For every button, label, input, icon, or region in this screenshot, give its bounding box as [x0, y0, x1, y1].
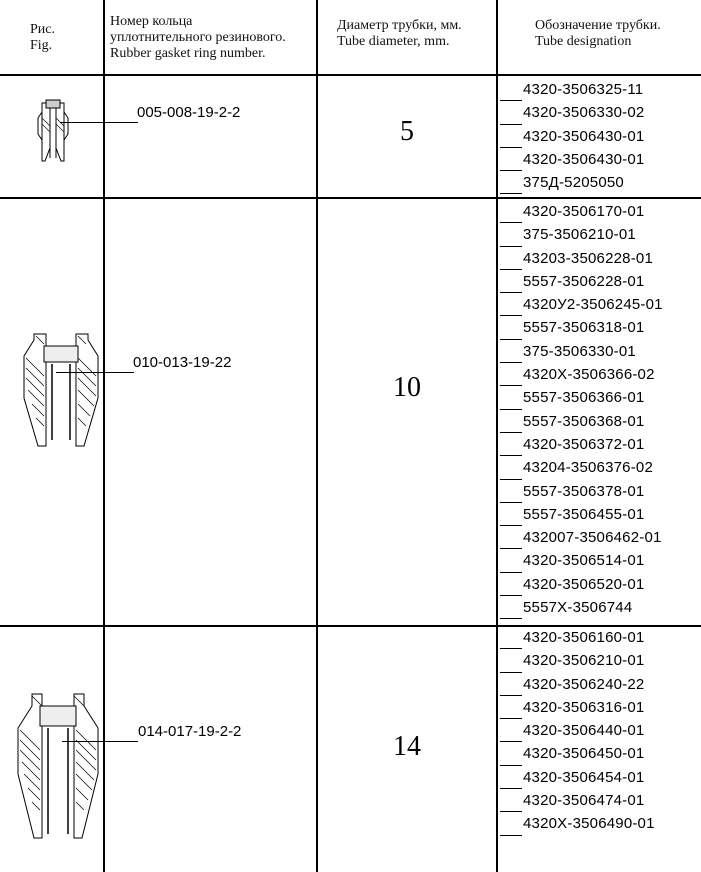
row-divider-2 — [0, 625, 701, 627]
tube-diameter-3: 14 — [393, 731, 421, 762]
fittings-table: Рис. Fig. Номер кольца уплотнительного резинового. Rubber gasket ring number. Диаметр трубки, мм. Tube diameter, mm. Обозначение трубки. Tube designation 005-008-19-2-2 5 4320-3506325-11 4320-3506330-02 4320-3506430-01 4320-3506430-01 375Д-5205050 010-013-19-22 10 4320-3506170-01 375-3506210-01 43203-3506228-01 5557-3506228-01 4320У2-3506245-01 5557-3506318-01 375-3506330-01 4320Х-3506366-02 5557-3506366-01 5557-3506368-01 4320-3506372-01 43204-3506376-02 5557-3506378-01 5557-3506455-01 432007-3506462-01 4320-3506514-01 4320-3506520-01 5557Х-3506744 014-017-19-2-2 14 4320-3506160-01 4320-3506210-01 4320-3506240-22 4320-3506316-01 4320-3506440-01 4320-3506450-01 4320-3506454-01 4320-3506474-01 4320Х-3506490-01 — [0, 0, 701, 872]
ring-leader-1 — [60, 122, 138, 123]
ring-number-1: 005-008-19-2-2 — [137, 104, 241, 121]
ring-leader-2 — [56, 372, 134, 373]
header-designation: Обозначение трубки. Tube designation — [535, 18, 661, 49]
ring-number-2: 010-013-19-22 — [133, 354, 232, 371]
header-bottom-border — [0, 74, 701, 76]
tube-diameter-2: 10 — [393, 372, 421, 403]
ring-leader-3 — [62, 741, 138, 742]
header-ring-number: Номер кольца уплотнительного резинового. Rubber gasket ring number. — [110, 14, 286, 61]
header-fig: Рис. Fig. — [30, 22, 55, 53]
tube-diameter-1: 5 — [400, 116, 414, 147]
ring-number-3: 014-017-19-2-2 — [138, 723, 242, 740]
fitting-figure-large — [10, 686, 106, 846]
row-divider-1 — [0, 197, 701, 199]
header-diameter: Диаметр трубки, мм. Tube diameter, mm. — [337, 18, 462, 49]
fitting-figure-medium — [16, 328, 106, 454]
fitting-figure-small — [28, 98, 78, 170]
